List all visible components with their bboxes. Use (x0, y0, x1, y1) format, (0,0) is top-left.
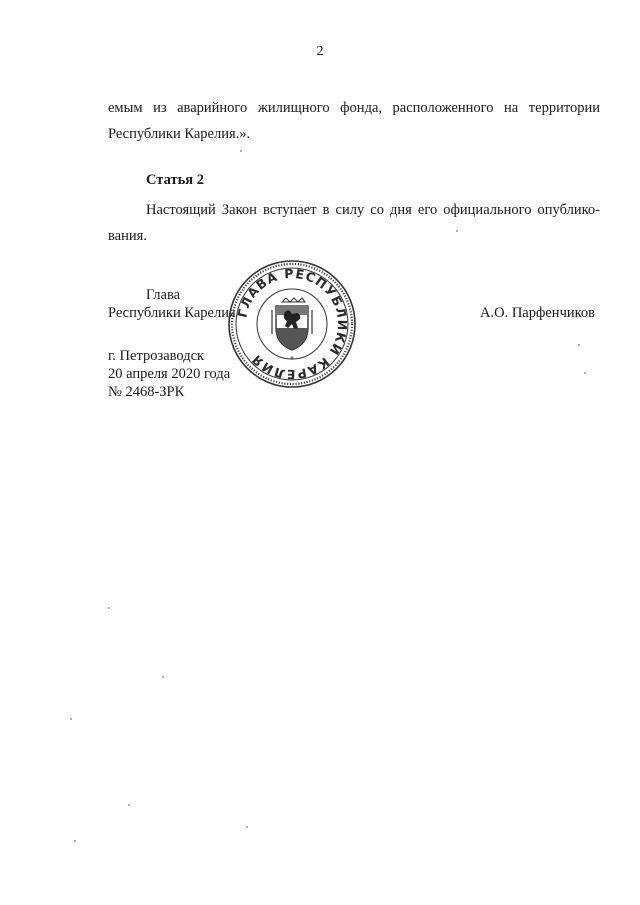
continuation-line-1: емым из аварийного жилищного фонда, расположенного на территории (108, 100, 600, 116)
article-title: Статья 2 (146, 172, 204, 188)
signer-title-line-1: Глава (146, 287, 181, 303)
coat-of-arms-icon (272, 298, 312, 350)
continuation-line-2: Республики Карелия.». (108, 126, 251, 142)
page-number: 2 (316, 44, 324, 59)
signatory-name: А.О. Парфенчиков (480, 305, 596, 321)
article-text-line-2: вания. (108, 228, 147, 244)
official-seal-stamp (226, 258, 358, 390)
svg-text:*: * (290, 355, 294, 364)
svg-text:ГЛАВА РЕСПУБЛИКИ КАРЕЛИЯ: ГЛАВА РЕСПУБЛИКИ КАРЕЛИЯ (234, 265, 351, 383)
signing-date: 20 апреля 2020 года (108, 366, 231, 382)
place-of-signing: г. Петрозаводск (108, 348, 205, 364)
law-number: № 2468-ЗРК (108, 384, 185, 400)
signer-title-line-2: Республики Карелия (108, 305, 236, 321)
article-text-line-1: Настоящий Закон вступает в силу со дня его официального опублико- (146, 202, 600, 218)
